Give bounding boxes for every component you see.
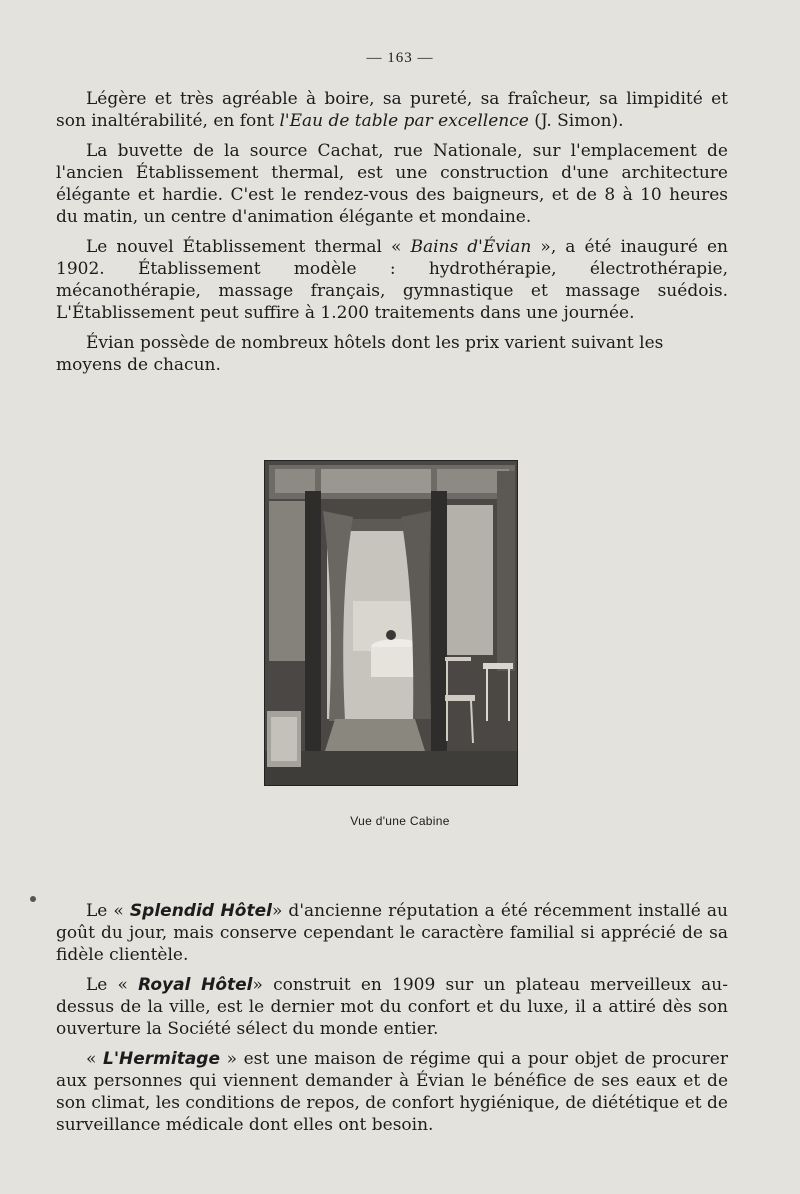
- top-text-block: [56, 88, 728, 384]
- paragraph-splendid-hotel: [56, 900, 728, 966]
- hotel-name-royal: Royal Hôtel: [138, 975, 253, 995]
- paragraph-thermal-establishment: [56, 236, 728, 324]
- paragraph-text: Légère et très agréable à boire, sa pureté, sa fraîcheur, sa limpidité et son inaltérabilité, en font: [56, 89, 728, 131]
- paragraph-hotels-intro: Évian possède de nombreux hôtels dont les prix varient suivant les moyens de chacun.: [56, 333, 664, 375]
- italic-phrase: l'Eau de table par excellence: [279, 111, 529, 131]
- paragraph-text: » construit en 1909 sur un plateau merveilleux au-dessus de la ville, est le dernier mot du confort et du luxe, il a attiré dès son ouverture la Société sélect du monde entier.: [56, 975, 729, 1039]
- paragraph-buvette: La buvette de la source Cachat, rue Nationale, sur l'emplacement de l'ancien Établissement thermal, est une construction d'une architecture élégante et hardie. C'est le rendez-vous des baigneurs, et de 8 à 10 heures du matin, un centre d'animation élégante et mondaine.: [56, 141, 728, 227]
- paragraph-text: (J. Simon).: [528, 111, 624, 131]
- paragraph-royal-hotel: [56, 974, 728, 1040]
- hotel-name-splendid: Splendid Hôtel: [129, 901, 272, 921]
- paragraph-text: Le «: [86, 901, 130, 921]
- page-number: — 163 —: [366, 50, 434, 66]
- paragraph-text: «: [86, 1049, 103, 1069]
- cabin-photo-illustration: [265, 461, 518, 786]
- paragraph-text: » d'ancienne réputation a été récemment installé au goût du jour, mais conserve cependant le caractère familial si apprécié de sa fidèle clientèle.: [56, 901, 728, 965]
- cabin-photograph: [264, 460, 518, 786]
- paragraph-text: Le «: [86, 975, 139, 995]
- hotel-name-hermitage: L'Hermitage: [102, 1049, 221, 1069]
- paragraph-water-quality: [56, 88, 728, 132]
- paragraph-text: » est une maison de régime qui a pour objet de procurer aux personnes qui viennent demander à Évian le bénéfice de ses eaux et de son climat, les conditions de repos, de confort hygiénique, de diététique et de surveillance médicale dont elles ont besoin.: [56, 1049, 728, 1135]
- paragraph-hermitage: [56, 1048, 728, 1136]
- paragraph-text: Le nouvel Établissement thermal «: [86, 237, 411, 257]
- paragraph-text: », a été inauguré en 1902. Établissement modèle : hydrothérapie, électrothérapie, mécanothérapie, massage français, gymnastique et massage suédois. L'Établissement peut suffire à 1.200 traitements dans une journée.: [56, 237, 729, 323]
- bottom-text-block: [56, 900, 728, 1144]
- print-speck: [30, 896, 36, 902]
- figure-caption: Vue d'une Cabine: [350, 814, 450, 828]
- italic-phrase: Bains d'Évian: [410, 237, 532, 257]
